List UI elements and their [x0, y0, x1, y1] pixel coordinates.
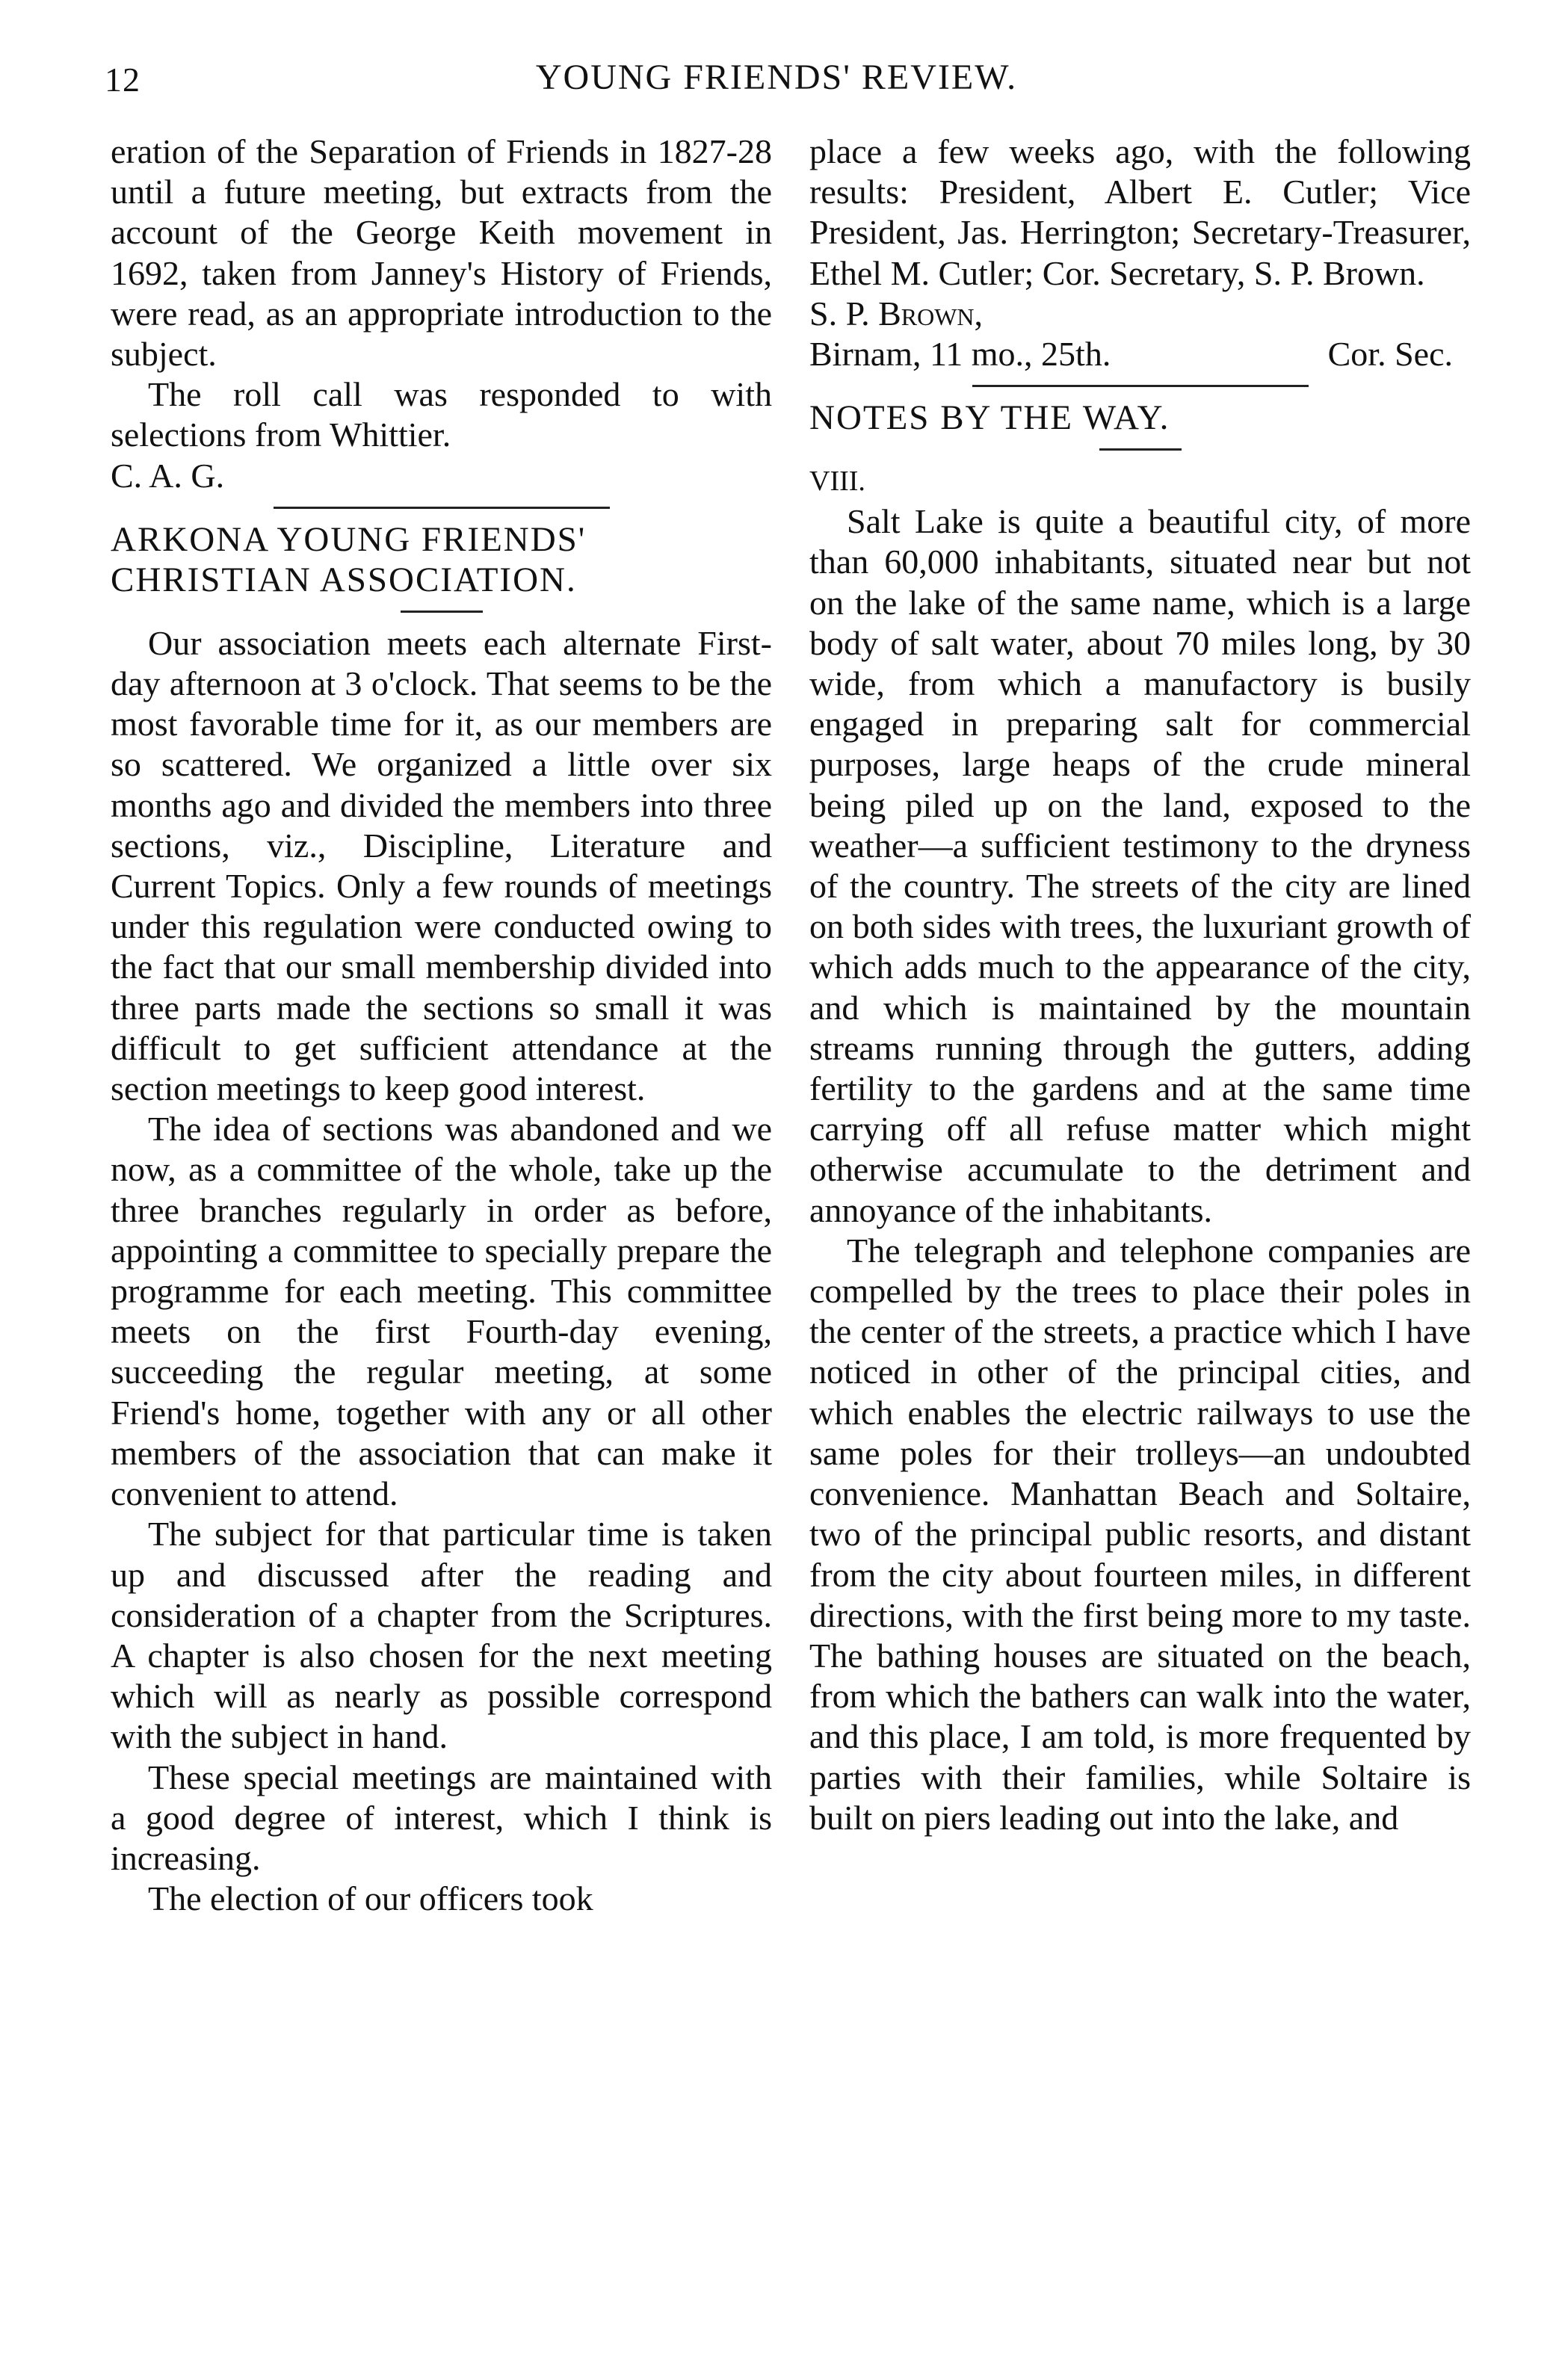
paragraph: Our association meets each alternate First-day afternoon at 3 o'clock. That seems to be the most favorable time for it, as our members are so scattered. We organized a little over six months ago and divided the members into three sections, viz., Discipline, Literature and Current Topics. Only a few rounds of meetings under this regulation were conducted owing to the fact that our small membership divided into three parts made the sections so small it was difficult to get sufficient attendance at the section meetings to keep good interest.: [111, 623, 772, 1108]
paragraph: eration of the Separation of Friends in 1827-28 until a future meeting, but extracts from the account of the George Keith movement in 1692, taken from Janney's History of Friends, were read, as an appropriate introduction to the subject.: [111, 132, 772, 374]
article-heading-line-2: CHRISTIAN ASSOCIATION.: [111, 560, 577, 599]
signature-title: Cor. Sec.: [1327, 335, 1453, 374]
heading-rule: [401, 611, 483, 613]
paragraph: The idea of sections was abandoned and we now, as a committee of the whole, take up the three branches regularly in order as before, appointing a committee to specially prepare the programme for each meeting. This committee meets on the first Fourth-day evening, succeeding the regular meeting, at some Friend's home, together with any or all other members of the association that can make it convenient to attend.: [111, 1110, 772, 1513]
section-divider: [972, 385, 1309, 387]
article-heading-line-1: ARKONA YOUNG FRIENDS': [111, 519, 587, 559]
signature-initials: C. A. G.: [111, 456, 225, 495]
place-date: Birnam, 11 mo., 25th.: [809, 335, 1111, 374]
paragraph: place a few weeks ago, with the following results: President, Albert E. Cutler; Vice President, Jas. Herrington; Secretary-Treasurer, Ethel M. Cutler; Cor. Secretary, S. P. Brown.: [809, 132, 1471, 292]
section-divider: [274, 507, 610, 509]
paragraph: The telegraph and telephone companies are compelled by the trees to place their poles in the center of the streets, a practice which I have noticed in other of the principal cities, and which enables the electric railways to use the same poles for their trolleys—an undoubted convenience. Manhattan Beach and Soltaire, two of the principal public resorts, and distant from the city about fourteen miles, in different directions, with the first being more to my taste. The bathing houses are situated on the beach, from which the bathers can walk into the water, and this place, I am told, is more frequented by parties with their families, while Soltaire is built on piers leading out into the lake, and: [809, 1231, 1471, 1837]
paragraph: These special meetings are maintained with a good degree of interest, which I think is increasing.: [111, 1758, 772, 1877]
running-title: YOUNG FRIENDS' REVIEW.: [535, 58, 1018, 97]
signature-place-line: [809, 334, 1471, 374]
article-heading: NOTES BY THE WAY.: [809, 398, 1170, 438]
paragraph: The roll call was responded to with selections from Whittier.: [111, 375, 772, 454]
left-column: [111, 132, 772, 1919]
signature-name: [809, 294, 1471, 334]
paragraph: Salt Lake is quite a beautiful city, of more than 60,000 inhabitants, situated near but not on the lake of the same name, which is a large body of salt water, about 70 miles long, by 30 wide, from which a manufactory is busily engaged in preparing salt for commercial purposes, large heaps of the crude mineral being piled up on the land, exposed to the weather—a sufficient testimony to the dryness of the country. The streets of the city are lined on both sides with trees, the luxuriant growth of which adds much to the appearance of the city, and which is maintained by the mountain streams running through the gutters, adding fertility to the gardens and at the same time carrying off all refuse matter which might otherwise accumulate to the detriment and annoyance of the inhabitants.: [809, 502, 1471, 1229]
page-number: 12: [105, 61, 141, 99]
paragraph: The election of our officers took: [148, 1879, 593, 1918]
right-column: [809, 132, 1471, 1838]
signature-name-text: S. P. Brown,: [809, 294, 984, 333]
paragraph: The subject for that particular time is taken up and discussed after the reading and consideration of a chapter from the Scriptures. A chapter is also chosen for the next meeting which will as nearly as possible correspond with the subject in hand.: [111, 1515, 772, 1756]
section-number: VIII.: [809, 466, 865, 498]
heading-rule: [1099, 448, 1182, 451]
